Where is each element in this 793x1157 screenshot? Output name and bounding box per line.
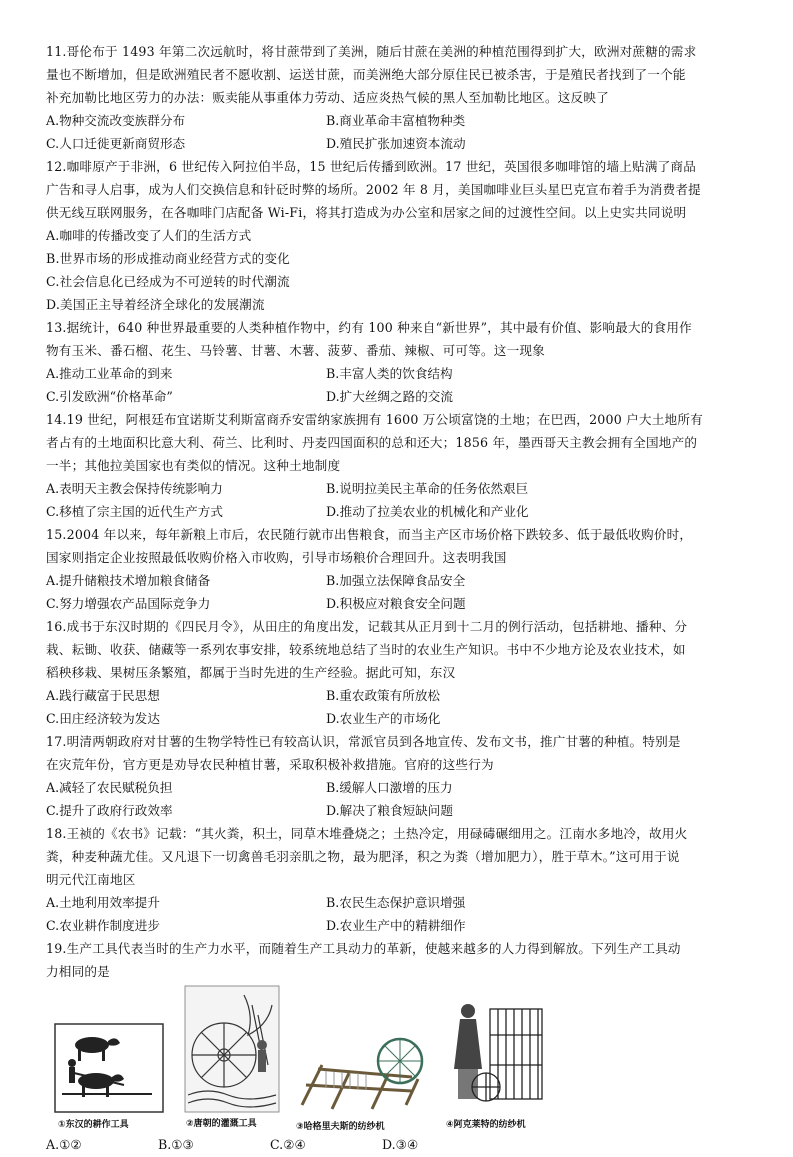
question-17-stem-line: 17.明清两朝政府对甘薯的生物学特性已有较高认识，常派官员到各地宣传、发布文书，推广甘薯的种植。特别是: [46, 734, 681, 749]
question-15-option-b: B.加强立法保障食品安全: [326, 573, 466, 588]
question-16-stem-line: 栽、耘锄、收获、储藏等一系列农事安排，较系统地总结了当时的农业生产知识。书中不少地方论及农业技术，如: [46, 642, 686, 657]
figure-caption: ④阿克莱特的纺纱机: [446, 1120, 526, 1130]
question-13-option-d: D.扩大丝绸之路的交流: [326, 389, 453, 404]
question-11-stem-line: 补充加勒比地区劳力的办法：贩卖能从事重体力劳动、适应炎热气候的黑人至加勒比地区。这反映了: [46, 90, 609, 105]
question-14-option-a: A.表明天主教会保持传统影响力: [46, 481, 223, 496]
figure-caption: ①东汉的耕作工具: [58, 1120, 129, 1130]
question-12-stem-line: 广告和寻人启事，成为人们交换信息和针砭时弊的场所。2002 年 8 月，美国咖啡业巨头星巴克宣布着手为消费者提: [46, 182, 701, 197]
question-14-option-c: C.移植了宗主国的近代生产方式: [46, 504, 223, 519]
question-17: [46, 730, 758, 822]
question-19: [46, 937, 758, 1157]
question-12-option-d: D.美国正主导着经济全球化的发展潮流: [46, 297, 265, 312]
question-12-option-b: B.世界市场的形成推动商业经营方式的变化: [46, 251, 290, 266]
question-17-option-b: B.缓解人口激增的压力: [326, 780, 453, 795]
question-17-option-a: A.减轻了农民赋税负担: [46, 780, 173, 795]
question-16-option-c: C.田庄经济较为发达: [46, 711, 160, 726]
question-13-stem-line: 13.据统计，640 种世界最重要的人类种植作物中，约有 100 种来自“新世界”，其中最有价值、影响最大的食用作: [46, 320, 692, 335]
figure-caption: ②唐朝的灌溉工具: [186, 1119, 257, 1129]
question-13-option-a: A.推动工业革命的到来: [46, 366, 173, 381]
water-wheel-illustration: [184, 985, 280, 1129]
question-15-option-c: C.努力增强农产品国际竞争力: [46, 596, 211, 611]
question-14-stem-line: 14.19 世纪，阿根廷布宜诺斯艾利斯富商乔安雷纳家族拥有 1600 万公顷富饶的土地；在巴西，2000 户大土地所有: [46, 412, 703, 427]
question-18: [46, 822, 758, 937]
question-11-option-d: D.殖民扩张加速资本流动: [326, 136, 466, 151]
question-18-option-a: A.土地利用效率提升: [46, 895, 160, 910]
question-11-option-c: C.人口迁徙更新商贸形态: [46, 136, 186, 151]
question-14-option-b: B.说明拉美民主革命的任务依然艰巨: [326, 481, 529, 496]
question-18-option-c: C.农业耕作制度进步: [46, 918, 160, 933]
question-12: [46, 155, 758, 316]
question-13-option-c: C.引发欧洲“价格革命”: [46, 389, 173, 404]
question-13: [46, 316, 758, 408]
question-18-option-b: B.农民生态保护意识增强: [326, 895, 466, 910]
question-11-stem-line: 11.哥伦布于 1493 年第二次远航时，将甘蔗带到了美洲，随后甘蔗在美洲的种植范围得到扩大，欧洲对蔗糖的需求: [46, 44, 697, 59]
question-15-option-a: A.提升储粮技术增加粮食储备: [46, 573, 211, 588]
question-19-option-b: B.①③: [158, 1137, 194, 1152]
question-15-option-d: D.积极应对粮食安全问题: [326, 596, 466, 611]
question-14-option-d: D.推动了拉美农业的机械化和产业化: [326, 504, 529, 519]
question-14: [46, 408, 758, 523]
question-11-option-b: B.商业革命丰富植物种类: [326, 113, 466, 128]
question-17-option-c: C.提升了政府行政效率: [46, 803, 173, 818]
question-18-stem-line: 明元代江南地区: [46, 872, 136, 887]
question-15: [46, 523, 758, 615]
question-18-stem-line: 18.王祯的《农书》记载：“其火粪，积土，同草木堆叠烧之；土热冷定，用碌碡碾细用之。江南水多地冷，故用火: [46, 826, 688, 841]
question-14-stem-line: 者占有的土地面积比意大利、荷兰、比利时、丹麦四国面积的总和还大；1856 年，墨西哥天主教会拥有全国地产的: [46, 435, 698, 450]
question-19-option-d: D.③④: [382, 1137, 419, 1152]
question-12-stem-line: 12.咖啡原产于非洲，6 世纪传入阿拉伯半岛，15 世纪后传播到欧洲。17 世纪，英国很多咖啡馆的墙上贴满了商品: [46, 159, 697, 174]
question-13-option-b: B.丰富人类的饮食结构: [326, 366, 453, 381]
question-16-stem-line: 16.成书于东汉时期的《四民月令》，从田庄的角度出发，记载其从正月到十二月的例行活动，包括耕地、播种、分: [46, 619, 688, 634]
question-14-stem-line: 一半；其他拉美国家也有类似的情况。这种土地制度: [46, 458, 341, 473]
question-16-option-a: A.践行藏富于民思想: [46, 688, 160, 703]
question-18-stem-line: 粪，种麦种蔬尤佳。又凡退下一切禽兽毛羽亲肌之物，最为肥泽，积之为粪（增加肥力），胜于草木。”这可用于说: [46, 849, 680, 864]
question-13-stem-line: 物有玉米、番石榴、花生、马铃薯、甘薯、木薯、菠萝、番茄、辣椒、可可等。这一现象: [46, 343, 545, 358]
water-frame-illustration: [446, 995, 552, 1130]
figure-caption: ③哈格里夫斯的纺纱机: [296, 1122, 385, 1132]
question-12-option-c: C.社会信息化已经成为不可逆转的时代潮流: [46, 274, 290, 289]
question-17-option-d: D.解决了粮食短缺问题: [326, 803, 453, 818]
question-15-stem-line: 15.2004 年以来，每年新粮上市后，农民随行就市出售粮食，而当主产区市场价格下跌较多、低于最低收购价时，: [46, 527, 693, 542]
question-12-stem-line: 供无线互联网服务，在各咖啡门店配备 Wi-Fi，将其打造成为办公室和居家之间的过渡性空间。以上史实共同说明: [46, 205, 687, 220]
question-11-stem-line: 量也不断增加，但是欧洲殖民者不愿收割、运送甘蔗，而美洲绝大部分原住民已被杀害，于是殖民者找到了一个能: [46, 67, 686, 82]
question-19-option-c: C.②④: [270, 1137, 306, 1152]
question-18-option-d: D.农业生产中的精耕细作: [326, 918, 466, 933]
question-19-stem-line: 19.生产工具代表当时的生产力水平，而随着生产工具动力的革新，使越来越多的人力得到解放。下列生产工具动: [46, 941, 681, 956]
question-16-stem-line: 稻秧移栽、果树压条繁殖，都属于当时先进的生产经验。据此可知，东汉: [46, 665, 456, 680]
question-19-figures: [46, 985, 758, 1133]
question-19-options: [46, 1133, 758, 1157]
question-17-stem-line: 在灾荒年份，官方更是劝导农民种植甘薯，采取积极补救措施。官府的这些行为: [46, 757, 494, 772]
question-16: [46, 615, 758, 730]
question-19-stem-line: 力相同的是: [46, 964, 110, 979]
exam-page: [46, 40, 758, 1157]
question-16-option-d: D.农业生产的市场化: [326, 711, 441, 726]
question-11: [46, 40, 758, 155]
question-11-option-a: A.物种交流改变族群分布: [46, 113, 186, 128]
ox-plough-illustration: [54, 1023, 164, 1130]
question-16-option-b: B.重农政策有所放松: [326, 688, 441, 703]
question-12-option-a: A.咖啡的传播改变了人们的生活方式: [46, 228, 252, 243]
spinning-jenny-illustration: [292, 1035, 428, 1132]
question-19-option-a: A.①②: [46, 1137, 82, 1152]
question-15-stem-line: 国家则指定企业按照最低收购价格入市收购，引导市场粮价合理回升。这表明我国: [46, 550, 507, 565]
